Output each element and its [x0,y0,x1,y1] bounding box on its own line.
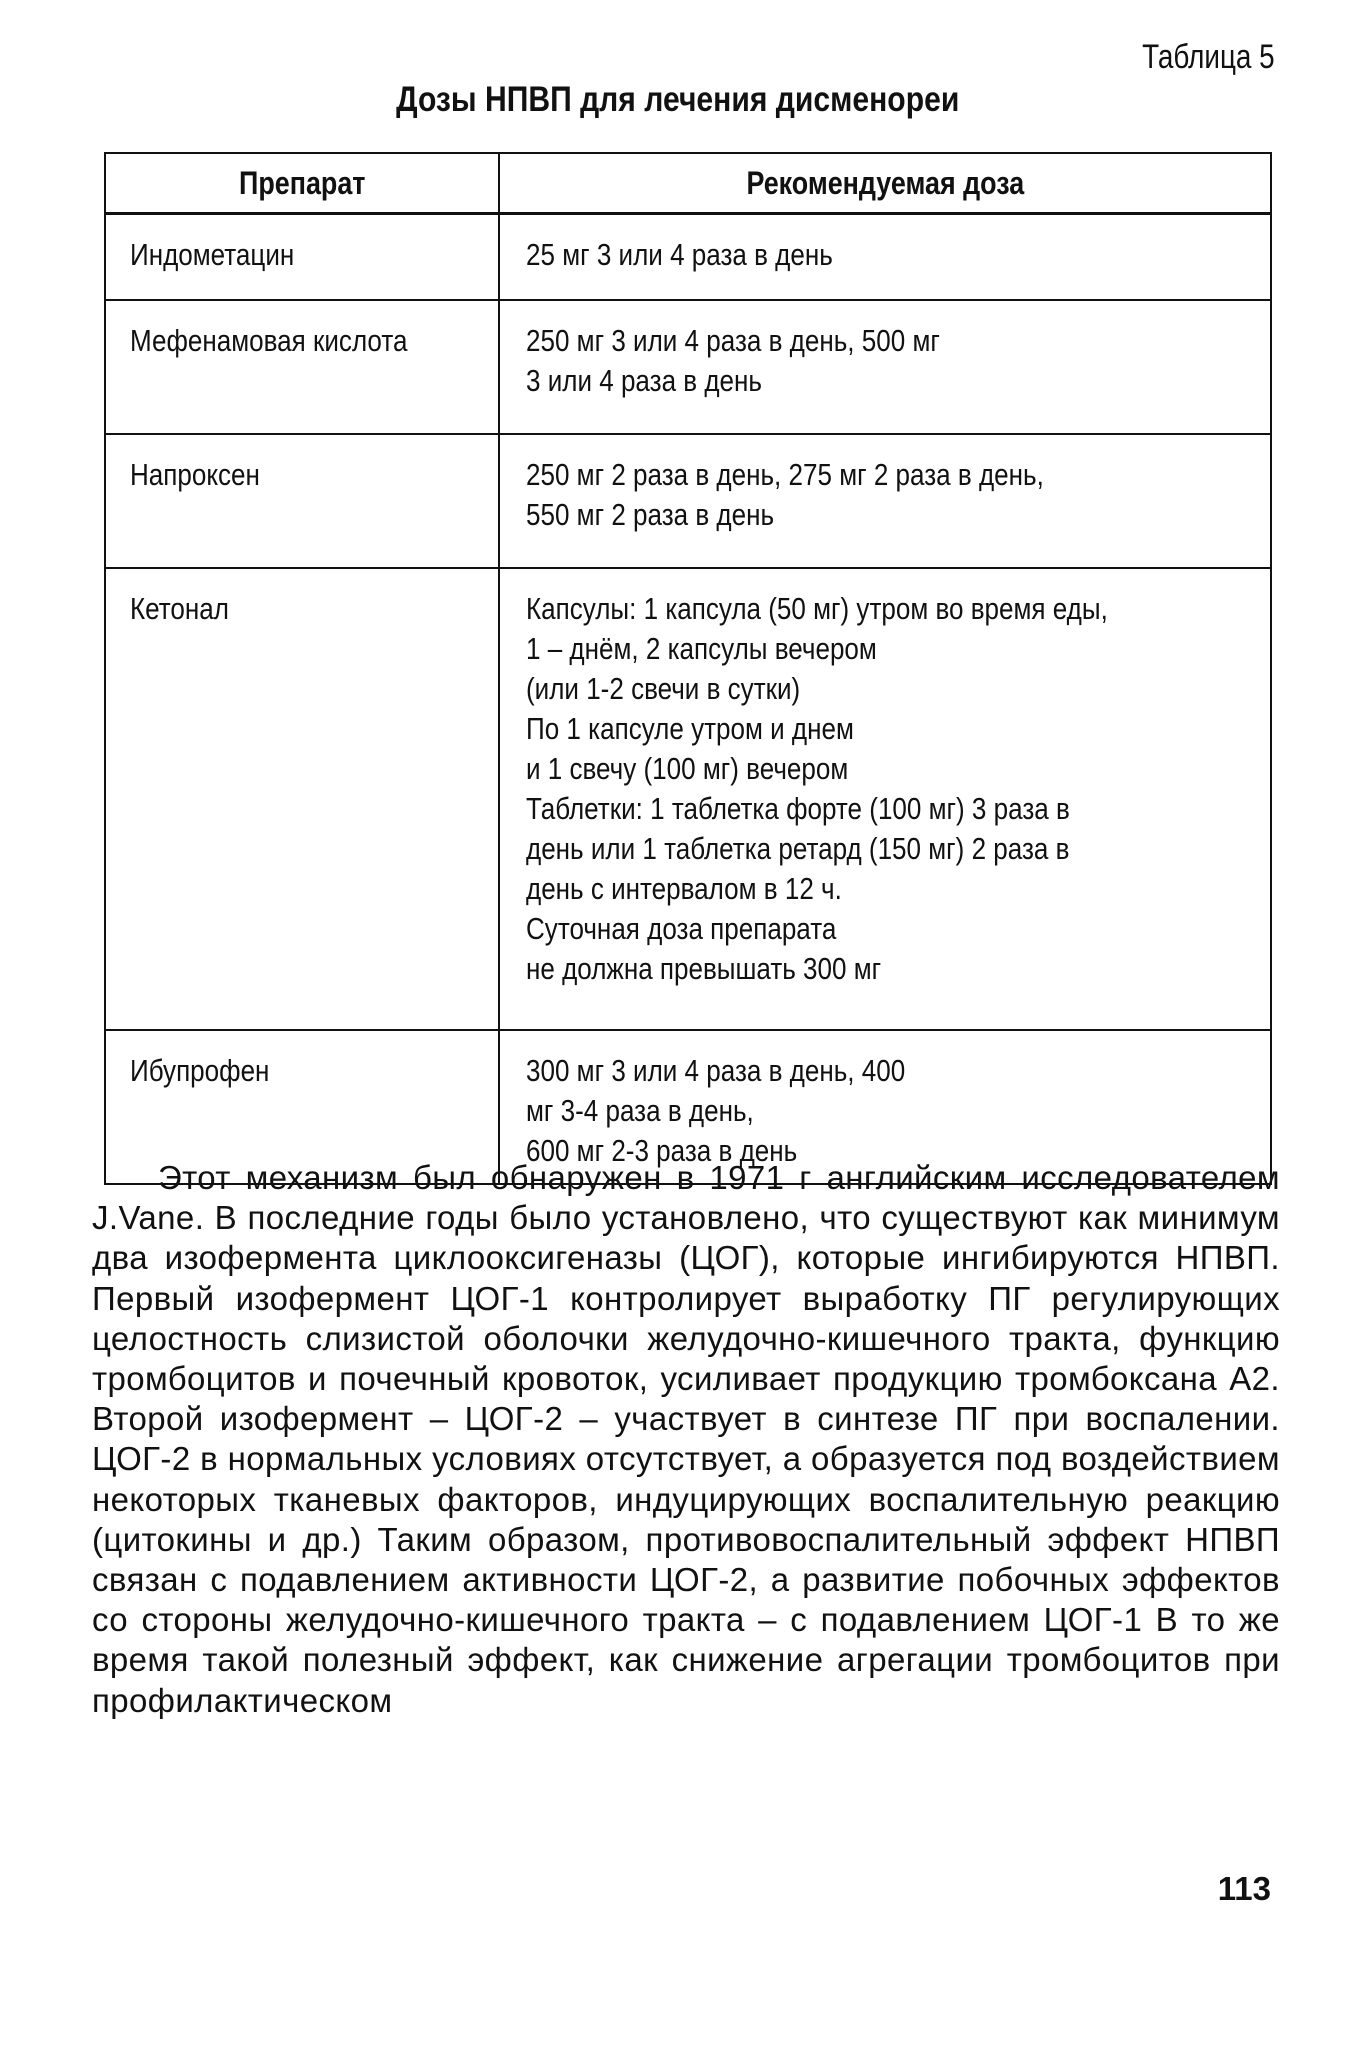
dose-cell [499,434,1271,568]
dose-line: не должна превышать 300 мг [526,951,882,986]
dose-line: 600 мг 2-3 раза в день [526,1133,798,1168]
dose-line: (или 1-2 свечи в сутки) [526,671,801,706]
table-row [105,434,1271,568]
drug-name: Индометацин [130,237,295,272]
drug-name: Ибупрофен [130,1053,270,1088]
table-title: Дозы НПВП для лечения дисменореи [396,80,960,119]
drug-cell [105,434,499,568]
dose-text [526,455,1151,535]
dose-line: 300 мг 3 или 4 раза в день, 400 [526,1053,906,1088]
dose-line: 250 мг 2 раза в день, 275 мг 2 раза в день, [526,457,1044,492]
dose-line: 250 мг 3 или 4 раза в день, 500 мг [526,323,940,358]
dose-line: 25 мг 3 или 4 раза в день [526,237,833,272]
dose-line: Таблетки: 1 таблетка форте (100 мг) 3 раза в [526,791,1070,826]
table-header-row [105,153,1271,214]
dose-text [526,321,1151,401]
drug-name: Напроксен [130,457,260,492]
dose-text [526,1051,1151,1171]
header-dose [499,153,1271,214]
dose-line: день или 1 таблетка ретард (150 мг) 2 раза в [526,831,1070,866]
dose-line: и 1 свечу (100 мг) вечером [526,751,849,786]
body-paragraph [92,1158,1280,1721]
header-drug [105,153,499,214]
table-row [105,568,1271,1030]
drug-name: Кетонал [130,591,229,626]
dose-cell [499,214,1271,301]
dose-table [104,152,1272,1185]
dose-line: 1 – днём, 2 капсулы вечером [526,631,877,666]
dose-line: день с интервалом в 12 ч. [526,871,842,906]
dose-text [526,589,1151,989]
page-number: 113 [1217,1870,1271,1907]
dose-line: 550 мг 2 раза в день [526,497,775,532]
header-drug-label: Препарат [238,164,366,201]
dose-line: Капсулы: 1 капсула (50 мг) утром во время еды, [526,591,1108,626]
drug-name: Мефенамовая кислота [130,323,408,358]
dose-cell [499,300,1271,434]
drug-cell [105,214,499,301]
table-row [105,214,1271,301]
drug-cell [105,568,499,1030]
dose-line: Суточная доза препарата [526,911,837,946]
drug-cell [105,300,499,434]
dose-line: мг 3-4 раза в день, [526,1093,754,1128]
table-row [105,300,1271,434]
dose-line: 3 или 4 раза в день [526,363,762,398]
dose-cell [499,568,1271,1030]
paragraph-text: Этот механизм был обнаружен в 1971 г английским исследователем J.Vane. В последние годы было установлено, что существуют как минимум два изофермента циклооксигеназы (ЦОГ), которые ингибируются НПВП. Первый изофермент ЦОГ-1 контролирует выработку ПГ регулирующих целостность слизистой оболочки желудочно-кишечного тракта, функцию тромбоцитов и почечный кровоток, усиливает продукцию тромбоксана А2. Второй изофермент – ЦОГ-2 – участвует в синтезе ПГ при воспалении. ЦОГ-2 в нормальных условиях отсутствует, а образуется под воздействием некоторых тканевых факторов, индуцирующих воспалительную реакцию (цитокины и др.) Таким образом, противовоспалительный эффект НПВП связан с подавлением активности ЦОГ-2, а развитие побочных эффектов со стороны желудочно-кишечного тракта – с подавлением ЦОГ-1 В то же время такой полезный эффект, как снижение агрегации тромбоцитов при профилактическом [92,1159,1280,1719]
dose-text [526,235,1151,275]
header-dose-label: Рекомендуемая доза [746,164,1024,201]
dose-line: По 1 капсуле утром и днем [526,711,854,746]
table-label: Таблица 5 [1142,38,1275,76]
